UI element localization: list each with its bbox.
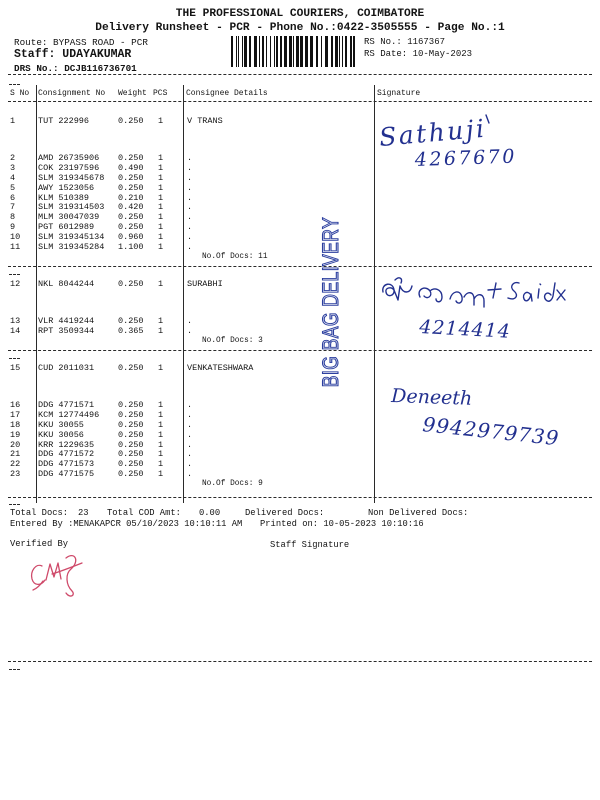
cell-sno: 4 [10, 172, 16, 183]
cell-weight: 0.250 [118, 212, 144, 223]
cell-consignment: PGT 6012989 [38, 222, 95, 233]
cell-consignee: . [187, 172, 193, 183]
signature-2-stroke [508, 283, 519, 299]
cell-consignment: DDG 4771573 [38, 459, 95, 470]
cell-pcs: 1 [158, 182, 164, 193]
cell-sno: 17 [10, 409, 21, 420]
cell-sno: 19 [10, 429, 21, 440]
barcode-bar [321, 36, 322, 67]
cell-consignment: KLM 510389 [38, 192, 90, 203]
cell-consignee: . [187, 182, 193, 193]
entered-by: Entered By :MENAKAPCR 05/10/2023 10:10:11 AM [10, 518, 243, 529]
separator-line [8, 101, 592, 102]
cell-weight: 0.250 [118, 222, 144, 233]
barcode-bar [350, 36, 352, 67]
route: Route: BYPASS ROAD - PCR [14, 36, 148, 48]
table-row [0, 470, 374, 480]
col-header-signature: Signature [377, 89, 421, 98]
signature-3-phone: 9942979739 [421, 412, 561, 451]
cell-consignment: KRR 1229635 [38, 439, 95, 450]
cell-pcs: 1 [158, 459, 164, 470]
verifier-stroke [66, 556, 76, 596]
cell-sno: 22 [10, 459, 21, 470]
cell-weight: 0.250 [118, 363, 144, 373]
cell-sno: 10 [10, 232, 21, 243]
cell-consignee: SURABHI [187, 279, 223, 289]
cell-pcs: 1 [158, 439, 164, 450]
barcode-bar [280, 36, 282, 67]
cell-consignment: AWY 1523056 [38, 182, 95, 193]
barcode-bar [300, 36, 303, 67]
cell-consignee: . [187, 162, 193, 173]
total-docs-value: 23 [78, 507, 89, 518]
cell-sno: 2 [10, 153, 16, 163]
cell-consignment: CUD 2011031 [38, 363, 95, 373]
total-docs-label: Total Docs: [10, 507, 69, 518]
cell-consignment: COK 23197596 [38, 162, 100, 173]
cell-weight: 0.960 [118, 232, 144, 243]
staff-signature-label: Staff Signature [270, 539, 350, 550]
printed-on: Printed on: 10-05-2023 10:10:16 [260, 518, 424, 529]
barcode-bar [289, 36, 292, 67]
cell-consignee: . [187, 469, 193, 480]
cell-consignment: KCM 12774496 [38, 409, 100, 420]
cell-sno: 5 [10, 182, 16, 193]
cell-pcs: 1 [158, 469, 164, 480]
cell-pcs: 1 [158, 232, 164, 243]
signature-1-phone: 4267670 [414, 145, 518, 171]
cell-weight: 0.250 [118, 153, 144, 163]
cell-consignment: SLM 319345678 [38, 172, 105, 183]
signature-2-stroke [557, 290, 565, 300]
cell-consignment: SLM 319345134 [38, 232, 105, 243]
barcode-bar [331, 36, 333, 67]
barcode-bar [353, 36, 355, 67]
cell-consignee: . [187, 192, 193, 203]
barcode-bar [284, 36, 287, 67]
signature-1-tick [486, 115, 489, 123]
signature-3-name: Deneeth [390, 385, 473, 410]
verifier-signature [32, 556, 82, 596]
barcode-bar [325, 36, 328, 67]
cell-consignee: V TRANS [187, 116, 223, 126]
barcode-bar [335, 36, 338, 67]
cell-weight: 0.250 [118, 429, 144, 440]
cell-weight: 0.250 [118, 116, 144, 126]
cell-sno: 3 [10, 162, 16, 173]
group-doc-count: No.Of Docs: 3 [202, 336, 263, 345]
signature-1-name: Sathuji [377, 113, 488, 152]
separator-line [8, 350, 592, 351]
company-name: THE PROFESSIONAL COURIERS, COIMBATORE [175, 8, 425, 20]
cell-weight: 0.250 [118, 409, 144, 420]
cell-sno: 9 [10, 222, 16, 233]
signature-2-stroke [419, 288, 442, 302]
cell-sno: 23 [10, 469, 21, 480]
cell-pcs: 1 [158, 153, 164, 163]
total-cod-label: Total COD Amt: [107, 507, 181, 518]
cell-consignee: . [187, 459, 193, 470]
cell-pcs: 1 [158, 429, 164, 440]
verifier-stroke [46, 563, 61, 580]
cell-consignee: . [187, 439, 193, 450]
cell-sno: 1 [10, 116, 16, 126]
barcode-bar [262, 36, 264, 67]
group-doc-count: No.Of Docs: 9 [202, 480, 263, 489]
separator-dash [9, 274, 20, 275]
barcode-bar [244, 36, 247, 67]
cell-weight: 0.365 [118, 325, 144, 336]
signature-2-handwriting [383, 278, 565, 307]
col-header-pcs: PCS [153, 89, 168, 98]
col-header-consignment: Consignment No [38, 89, 106, 98]
cell-consignee: . [187, 429, 193, 440]
cell-weight: 0.250 [118, 419, 144, 430]
verifier-stroke [33, 581, 43, 590]
cell-consignment: NKL 8044244 [38, 279, 95, 289]
cell-pcs: 1 [158, 242, 164, 253]
cell-weight: 0.250 [118, 279, 144, 289]
cell-sno: 6 [10, 192, 16, 203]
cell-consignment: VLR 4419244 [38, 316, 95, 326]
cell-consignee: . [187, 316, 193, 326]
cell-weight: 1.100 [118, 242, 144, 253]
staff-name: Staff: UDAYAKUMAR [14, 48, 132, 61]
cell-consignee: . [187, 242, 193, 253]
cell-pcs: 1 [158, 162, 164, 173]
cell-sno: 14 [10, 325, 21, 336]
barcode-bar [270, 36, 271, 67]
barcode-bar [316, 36, 318, 67]
total-cod-value: 0.00 [199, 507, 221, 518]
cell-consignment: TUT 222996 [38, 116, 90, 126]
cell-weight: 0.250 [118, 439, 144, 450]
signature-2-stroke [545, 283, 555, 301]
cell-pcs: 1 [158, 316, 164, 326]
barcode-bar [249, 36, 251, 67]
separator-dash [9, 84, 20, 85]
column-divider [374, 85, 375, 503]
separator-line [8, 74, 592, 75]
barcode-bar [236, 36, 237, 67]
cell-pcs: 1 [158, 409, 164, 420]
signature-2-stroke [395, 278, 402, 283]
cell-consignment: SLM 319314503 [38, 202, 105, 213]
barcode-bar [342, 36, 343, 67]
barcode-bar [254, 36, 257, 67]
cell-pcs: 1 [158, 172, 164, 183]
rs-number: RS No.: 1167367 [364, 36, 446, 47]
cell-sno: 11 [10, 242, 21, 253]
cell-pcs: 1 [158, 449, 164, 460]
cell-consignee: . [187, 419, 193, 430]
barcode-bar [231, 36, 233, 67]
signature-2-stroke [538, 284, 541, 298]
runsheet-title: Delivery Runsheet - PCR - Phone No.:0422-3505555 - Page No.:1 [95, 22, 505, 34]
separator-line [8, 497, 592, 498]
cell-consignee: . [187, 409, 193, 420]
cell-consignment: KKU 30056 [38, 429, 84, 440]
separator-dash [9, 669, 20, 670]
cell-consignment: KKU 30055 [38, 419, 84, 430]
cell-weight: 0.250 [118, 469, 144, 480]
non-delivered-docs-label: Non Delivered Docs: [368, 507, 469, 518]
cell-pcs: 1 [158, 400, 164, 410]
separator-line [8, 661, 592, 662]
cell-consignee: . [187, 212, 193, 223]
cell-sno: 21 [10, 449, 21, 460]
signature-2-stroke [383, 284, 412, 300]
barcode-bar [293, 36, 294, 67]
cell-consignment: SLM 319345284 [38, 242, 105, 253]
cell-weight: 0.250 [118, 459, 144, 470]
table-row [0, 117, 374, 154]
cell-sno: 12 [10, 279, 21, 289]
cell-pcs: 1 [158, 363, 164, 373]
col-header-sno: S No [10, 89, 30, 98]
cell-consignment: AMD 26735906 [38, 153, 100, 163]
col-header-consignee: Consignee Details [186, 89, 268, 98]
verifier-stroke [32, 565, 45, 584]
verifier-stroke [52, 563, 82, 574]
rs-date: RS Date: 10-May-2023 [364, 48, 473, 59]
cell-consignee: . [187, 153, 193, 163]
cell-pcs: 1 [158, 212, 164, 223]
barcode-bar [242, 36, 243, 67]
barcode-bar [345, 36, 347, 67]
barcode-bar [238, 36, 239, 67]
barcode-bar [276, 36, 278, 67]
cell-consignment: MLM 30047039 [38, 212, 100, 223]
cell-weight: 0.250 [118, 449, 144, 460]
barcode-bar [274, 36, 275, 67]
barcode-bar [339, 36, 340, 67]
cell-weight: 0.490 [118, 162, 144, 173]
cell-sno: 15 [10, 363, 21, 373]
cell-pcs: 1 [158, 202, 164, 213]
barcode-bar [296, 36, 299, 67]
cell-consignee: . [187, 449, 193, 460]
barcode-bar [266, 36, 267, 67]
signature-2-stroke [450, 292, 484, 307]
cell-consignee: VENKATESHWARA [187, 363, 254, 373]
cell-consignee: . [187, 325, 193, 336]
cell-sno: 18 [10, 419, 21, 430]
cell-sno: 13 [10, 316, 21, 326]
drs-number: DRS No.: DCJB116736701 [14, 62, 137, 74]
cell-consignment: DDG 4771575 [38, 469, 95, 480]
cell-consignee: . [187, 222, 193, 233]
cell-consignment: DDG 4771572 [38, 449, 95, 460]
cell-sno: 8 [10, 212, 16, 223]
col-header-weight: Weight [118, 89, 147, 98]
cell-sno: 7 [10, 202, 16, 213]
verified-by-label: Verified By [10, 538, 69, 549]
cell-sno: 20 [10, 439, 21, 450]
cell-weight: 0.420 [118, 202, 144, 213]
separator-dash [9, 358, 20, 359]
signature-2-stroke [488, 283, 501, 298]
cell-consignee: . [187, 400, 193, 410]
barcode-bar [259, 36, 260, 67]
barcode-bar [305, 36, 308, 67]
cell-consignment: DDG 4771571 [38, 400, 95, 410]
cell-weight: 0.210 [118, 192, 144, 203]
cell-pcs: 1 [158, 419, 164, 430]
cell-pcs: 1 [158, 116, 164, 126]
cell-consignee: . [187, 232, 193, 243]
cell-consignee: . [187, 202, 193, 213]
cell-consignment: RPT 3509344 [38, 325, 95, 336]
separator-line [8, 266, 592, 267]
group-doc-count: No.Of Docs: 11 [202, 252, 268, 261]
big-bag-delivery-stamp: BIG BAG DELIVERY [318, 216, 343, 388]
cell-pcs: 1 [158, 192, 164, 203]
signature-2-stroke [524, 292, 532, 301]
signature-2-phone: 4214414 [418, 316, 512, 343]
cell-sno: 16 [10, 400, 21, 410]
cell-pcs: 1 [158, 325, 164, 336]
barcode-bar [310, 36, 313, 67]
cell-weight: 0.250 [118, 182, 144, 193]
cell-weight: 0.250 [118, 400, 144, 410]
cell-weight: 0.250 [118, 172, 144, 183]
cell-pcs: 1 [158, 222, 164, 233]
barcode [231, 36, 355, 67]
separator-dash [9, 504, 20, 505]
delivered-docs-label: Delivered Docs: [245, 507, 325, 518]
cell-pcs: 1 [158, 279, 164, 289]
cell-weight: 0.250 [118, 316, 144, 326]
